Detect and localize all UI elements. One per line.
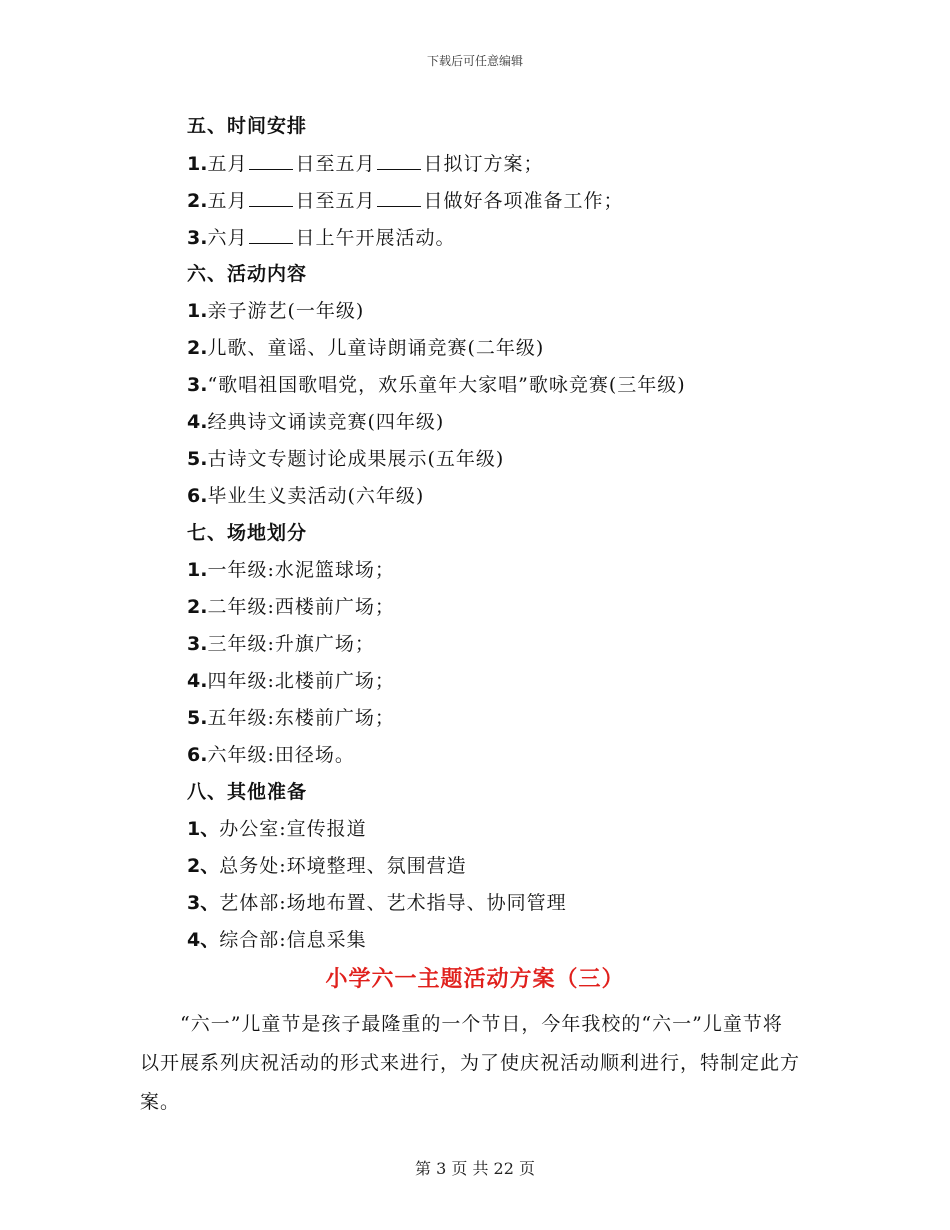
plan-title: 小学六一主题活动方案（三）	[325, 967, 625, 992]
item-number: 4.	[187, 411, 208, 433]
list-item	[187, 367, 807, 404]
list-item	[187, 478, 807, 515]
item-number: 1.	[187, 300, 208, 322]
item-text: 五年级:东楼前广场；	[207, 707, 395, 729]
item-text: 三年级:升旗广场；	[207, 633, 375, 655]
item-number: 2.	[187, 337, 208, 359]
list-item	[187, 663, 807, 700]
blank-underline	[249, 145, 293, 170]
item-text: 日做好各项准备工作；	[423, 190, 624, 212]
item-number: 3.	[187, 633, 208, 655]
item-number: 3、	[187, 892, 220, 914]
item-text: 古诗文专题讨论成果展示(五年级)	[207, 448, 505, 470]
list-item	[187, 589, 807, 626]
item-text: “歌唱祖国歌唱党，欢乐童年大家唱”歌咏竞赛(三年级)	[207, 374, 686, 396]
section-heading-schedule: 五、时间安排	[187, 115, 308, 137]
item-text: 儿歌、童谣、儿童诗朗诵竞赛(二年级)	[207, 337, 545, 359]
list-item	[187, 441, 807, 478]
blank-underline	[377, 145, 421, 170]
blank-underline	[249, 219, 293, 244]
item-number: 5.	[187, 707, 208, 729]
section-heading-venues: 七、场地划分	[187, 522, 308, 544]
item-number: 2.	[187, 596, 208, 618]
list-item	[187, 700, 807, 737]
item-number: 3.	[187, 227, 208, 249]
list-item	[187, 145, 807, 182]
list-item	[187, 885, 807, 922]
item-text: 亲子游艺(一年级)	[207, 300, 365, 322]
section-heading-activities: 六、活动内容	[187, 263, 308, 285]
item-number: 1.	[187, 559, 208, 581]
section-heading-preparation: 八、其他准备	[187, 781, 308, 803]
blank-underline	[249, 182, 293, 207]
item-text: 六年级:田径场。	[207, 744, 355, 766]
blank-underline	[377, 182, 421, 207]
item-text: 二年级:西楼前广场；	[207, 596, 395, 618]
item-text: 五月	[207, 190, 248, 212]
item-text: 四年级:北楼前广场；	[207, 670, 395, 692]
item-text: 艺体部:场地布置、艺术指导、协同管理	[219, 892, 567, 914]
item-text: 五月	[207, 153, 248, 175]
list-item	[187, 811, 807, 848]
item-text: 综合部:信息采集	[219, 929, 367, 951]
item-text: 总务处:环境整理、氛围营造	[219, 855, 467, 877]
item-number: 4.	[187, 670, 208, 692]
item-number: 6.	[187, 744, 208, 766]
page-header: 下载后可任意编辑	[426, 54, 523, 68]
item-text: 日至五月	[295, 153, 376, 175]
list-item	[187, 293, 807, 330]
list-item	[187, 626, 807, 663]
list-item	[187, 182, 807, 219]
item-number: 3.	[187, 374, 208, 396]
item-text: 经典诗文诵读竞赛(四年级)	[207, 411, 445, 433]
item-number: 2、	[187, 855, 220, 877]
list-item	[187, 848, 807, 885]
item-text: 日上午开展活动。	[295, 227, 456, 249]
item-text: 一年级:水泥篮球场；	[207, 559, 395, 581]
item-text: 毕业生义卖活动(六年级)	[207, 485, 425, 507]
item-number: 2.	[187, 190, 208, 212]
list-item	[187, 404, 807, 441]
list-item	[187, 922, 807, 959]
item-text: 六月	[207, 227, 248, 249]
list-item	[187, 330, 807, 367]
item-text: 办公室:宣传报道	[219, 818, 367, 840]
list-item	[187, 737, 807, 774]
list-item	[187, 219, 807, 256]
item-number: 1、	[187, 818, 220, 840]
document-body	[187, 108, 807, 959]
item-text: 日至五月	[295, 190, 376, 212]
item-number: 6.	[187, 485, 208, 507]
paragraph-text: “六一”儿童节是孩子最隆重的一个节日，今年我校的“六一”儿童节将以开展系列庆祝活动的形式来进行，为了使庆祝活动顺利进行，特制定此方案。	[140, 1013, 801, 1113]
list-item	[187, 552, 807, 589]
item-number: 1.	[187, 153, 208, 175]
intro-paragraph	[140, 1005, 800, 1122]
item-number: 4、	[187, 929, 220, 951]
page-footer: 第 3 页 共 22 页	[415, 1159, 535, 1178]
item-text: 日拟订方案；	[423, 153, 544, 175]
item-number: 5.	[187, 448, 208, 470]
